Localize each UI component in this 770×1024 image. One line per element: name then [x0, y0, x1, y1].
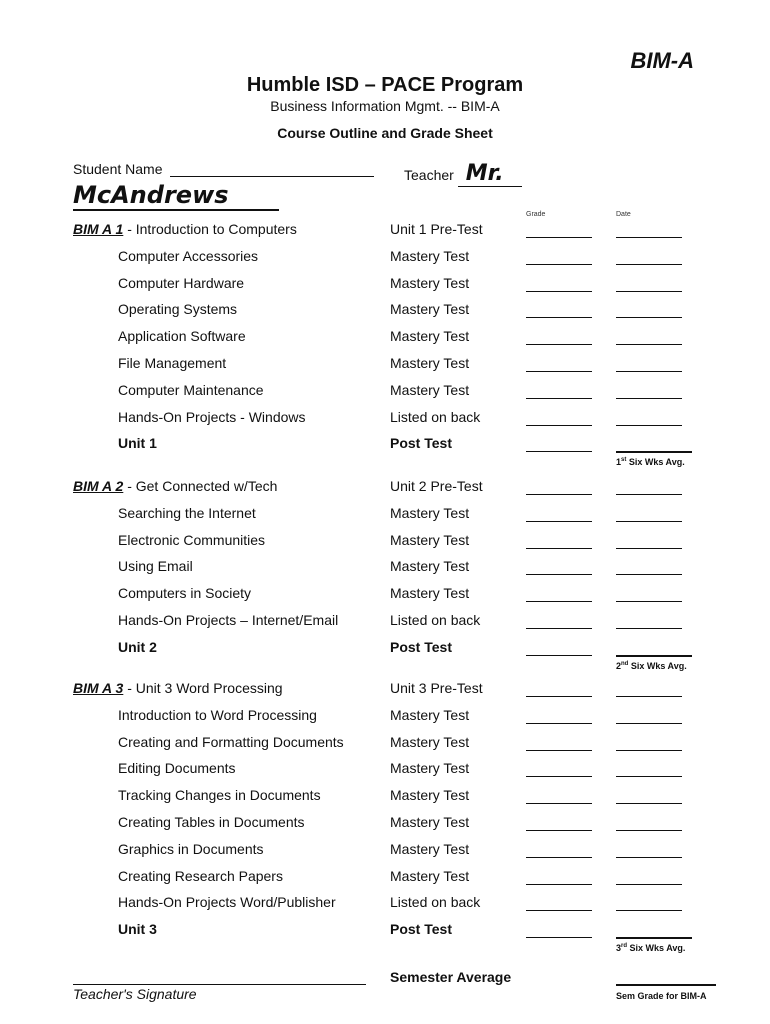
avg-ordinal-suffix: rd [621, 943, 628, 950]
date-blank [616, 317, 682, 318]
course-code-corner: BIM-A [630, 48, 694, 73]
grade-blank [526, 696, 592, 697]
test-type: Mastery Test [390, 787, 470, 804]
date-blank [616, 425, 682, 426]
test-type: Mastery Test [390, 585, 470, 602]
topic-name: Computers in Society [118, 585, 252, 602]
avg-label-text: Six Wks Avg. [628, 457, 685, 468]
test-type: Mastery Test [390, 706, 470, 723]
topic-name: Hands-On Projects – Internet/Email [118, 612, 339, 628]
topic-name: File Management [118, 355, 227, 371]
topic-row [0, 585, 770, 605]
topic-row [0, 894, 770, 914]
topic-row [0, 787, 770, 807]
topic-name: Electronic Communities [118, 531, 266, 548]
post-test-label: Post Test [390, 638, 452, 655]
topic-name: Creating and Formatting Documents [118, 733, 344, 750]
test-type: Mastery Test [390, 247, 470, 264]
grade-blank [526, 371, 592, 372]
grade-blank [526, 750, 592, 751]
date-blank [616, 494, 682, 495]
topic-name: Hands-On Projects Word/Publisher [118, 894, 336, 911]
topic-name: Operating Systems [118, 301, 238, 318]
grade-blank [526, 521, 592, 522]
date-blank [616, 723, 682, 724]
signature-line [73, 984, 366, 985]
test-type: Mastery Test [390, 840, 470, 857]
grade-blank [526, 601, 592, 602]
topic-row [0, 558, 770, 578]
test-type: Listed on back [390, 894, 481, 911]
document-subtitle: Business Information Mgmt. -- BIM-A [270, 98, 500, 114]
topic-name: Editing Documents [118, 760, 236, 777]
topic-row [0, 301, 770, 321]
topic-row [0, 814, 770, 834]
grade-blank [526, 723, 592, 724]
semester-average-label: Semester Average [390, 969, 512, 985]
topic-row [0, 612, 770, 632]
teacher-name-part1: Mr. [466, 161, 522, 187]
date-blank [616, 574, 682, 575]
topic-row [0, 707, 770, 727]
grade-blank [526, 548, 592, 549]
date-blank [616, 291, 682, 292]
post-test-row [0, 639, 770, 659]
post-test-label: Post Test [390, 435, 452, 452]
date-column-header: Date [616, 211, 631, 218]
date-blank [616, 521, 682, 522]
pretest-label: Unit 1 Pre-Test [390, 221, 483, 237]
unit-title-text: - Unit 3 Word Processing [127, 680, 283, 696]
grade-blank [526, 398, 592, 399]
six-weeks-average-label [616, 943, 685, 953]
student-name-label: Student Name [73, 161, 163, 177]
date-blank [616, 750, 682, 751]
date-blank [616, 371, 682, 372]
date-blank [616, 803, 682, 804]
six-weeks-average-line [616, 937, 692, 939]
grade-blank [526, 776, 592, 777]
topic-name: Using Email [118, 558, 193, 575]
grade-blank [526, 425, 592, 426]
date-blank [616, 884, 682, 885]
grade-blank [526, 937, 592, 938]
unit-header-row [0, 221, 770, 241]
topic-name: Computer Accessories [118, 247, 259, 264]
student-name-line [170, 176, 374, 177]
teacher-field [404, 161, 522, 187]
teacher-line-lead [458, 186, 466, 187]
grade-blank [526, 655, 592, 656]
grade-blank [526, 628, 592, 629]
post-unit-label: Unit 3 [118, 921, 157, 938]
date-blank [616, 830, 682, 831]
teacher-signature-label: Teacher's Signature [73, 986, 197, 1002]
topic-row [0, 760, 770, 780]
test-type: Mastery Test [390, 558, 470, 575]
topic-name: Computer Hardware [118, 274, 245, 291]
post-test-label: Post Test [390, 921, 452, 938]
six-weeks-average-line [616, 655, 692, 657]
test-type: Listed on back [390, 408, 481, 425]
teacher-name-part2: McAndrews [73, 181, 279, 211]
grade-blank [526, 237, 592, 238]
topic-row [0, 328, 770, 348]
topic-name: Creating Research Papers [118, 867, 283, 884]
test-type: Mastery Test [390, 355, 470, 371]
test-type: Mastery Test [390, 381, 470, 398]
pretest-label: Unit 3 Pre-Test [390, 680, 483, 696]
post-test-row [0, 435, 770, 455]
date-blank [616, 696, 682, 697]
avg-ordinal: 3 [616, 943, 622, 954]
date-blank [616, 548, 682, 549]
date-blank [616, 857, 682, 858]
six-weeks-average-label [616, 661, 687, 671]
avg-ordinal: 1 [616, 457, 622, 468]
test-type: Mastery Test [390, 867, 470, 884]
topic-row [0, 841, 770, 861]
date-blank [616, 264, 682, 265]
unit-title [73, 221, 297, 237]
test-type: Mastery Test [390, 328, 470, 345]
post-unit-label: Unit 1 [118, 435, 157, 452]
date-blank [616, 910, 682, 911]
topic-name: Tracking Changes in Documents [118, 787, 321, 804]
avg-label-text: Six Wks Avg. [629, 943, 686, 954]
topic-row [0, 532, 770, 552]
avg-ordinal-suffix: st [621, 457, 627, 464]
unit-header-row [0, 478, 770, 498]
topic-row [0, 505, 770, 525]
post-unit-label: Unit 2 [118, 638, 157, 655]
topic-row [0, 409, 770, 429]
semester-grade-line [616, 984, 716, 986]
unit-title [73, 478, 277, 494]
topic-name: Searching the Internet [118, 504, 256, 521]
six-weeks-average-line [616, 451, 692, 453]
topic-row [0, 248, 770, 268]
grade-blank [526, 291, 592, 292]
unit-title-text: - Introduction to Computers [127, 221, 297, 237]
unit-title [73, 680, 283, 696]
grade-blank [526, 344, 592, 345]
avg-label-text: Six Wks Avg. [630, 660, 687, 671]
grade-blank [526, 803, 592, 804]
grade-column-header: Grade [526, 211, 546, 218]
grade-blank [526, 574, 592, 575]
unit-code: BIM A 2 [73, 478, 124, 494]
topic-name: Creating Tables in Documents [118, 814, 305, 830]
unit-code: BIM A 1 [73, 221, 124, 237]
post-test-row [0, 921, 770, 941]
test-type: Mastery Test [390, 814, 470, 830]
grade-blank [526, 494, 592, 495]
six-weeks-average-label [616, 457, 685, 467]
topic-row [0, 868, 770, 888]
topic-name: Computer Maintenance [118, 381, 264, 398]
test-type: Mastery Test [390, 760, 470, 777]
date-blank [616, 398, 682, 399]
topic-row [0, 355, 770, 375]
grade-blank [526, 451, 592, 452]
teacher-name-line2 [73, 181, 279, 211]
sheet-title: Course Outline and Grade Sheet [277, 125, 493, 141]
teacher-label: Teacher [404, 167, 454, 183]
test-type: Mastery Test [390, 733, 470, 750]
document-title: Humble ISD – PACE Program [246, 74, 524, 96]
student-name-field [73, 161, 374, 177]
topic-row [0, 382, 770, 402]
grade-blank [526, 910, 592, 911]
test-type: Mastery Test [390, 274, 470, 291]
grade-blank [526, 264, 592, 265]
unit-code: BIM A 3 [73, 680, 124, 696]
unit-header-row [0, 680, 770, 700]
date-blank [616, 628, 682, 629]
grade-blank [526, 317, 592, 318]
semester-grade-label: Sem Grade for BIM-A [616, 991, 707, 1001]
topic-row [0, 275, 770, 295]
topic-name: Introduction to Word Processing [118, 706, 317, 723]
test-type: Mastery Test [390, 504, 470, 521]
unit-title-text: - Get Connected w/Tech [127, 478, 278, 494]
test-type: Mastery Test [390, 531, 470, 548]
topic-row [0, 734, 770, 754]
pretest-label: Unit 2 Pre-Test [390, 478, 483, 494]
date-blank [616, 601, 682, 602]
avg-ordinal: 2 [616, 660, 622, 671]
avg-ordinal-suffix: nd [621, 660, 629, 667]
topic-name: Hands-On Projects - Windows [118, 408, 306, 425]
grade-blank [526, 884, 592, 885]
grade-blank [526, 857, 592, 858]
date-blank [616, 237, 682, 238]
grade-blank [526, 830, 592, 831]
date-blank [616, 776, 682, 777]
test-type: Listed on back [390, 612, 481, 628]
topic-name: Graphics in Documents [118, 840, 264, 857]
test-type: Mastery Test [390, 301, 470, 318]
topic-name: Application Software [118, 328, 246, 345]
date-blank [616, 344, 682, 345]
